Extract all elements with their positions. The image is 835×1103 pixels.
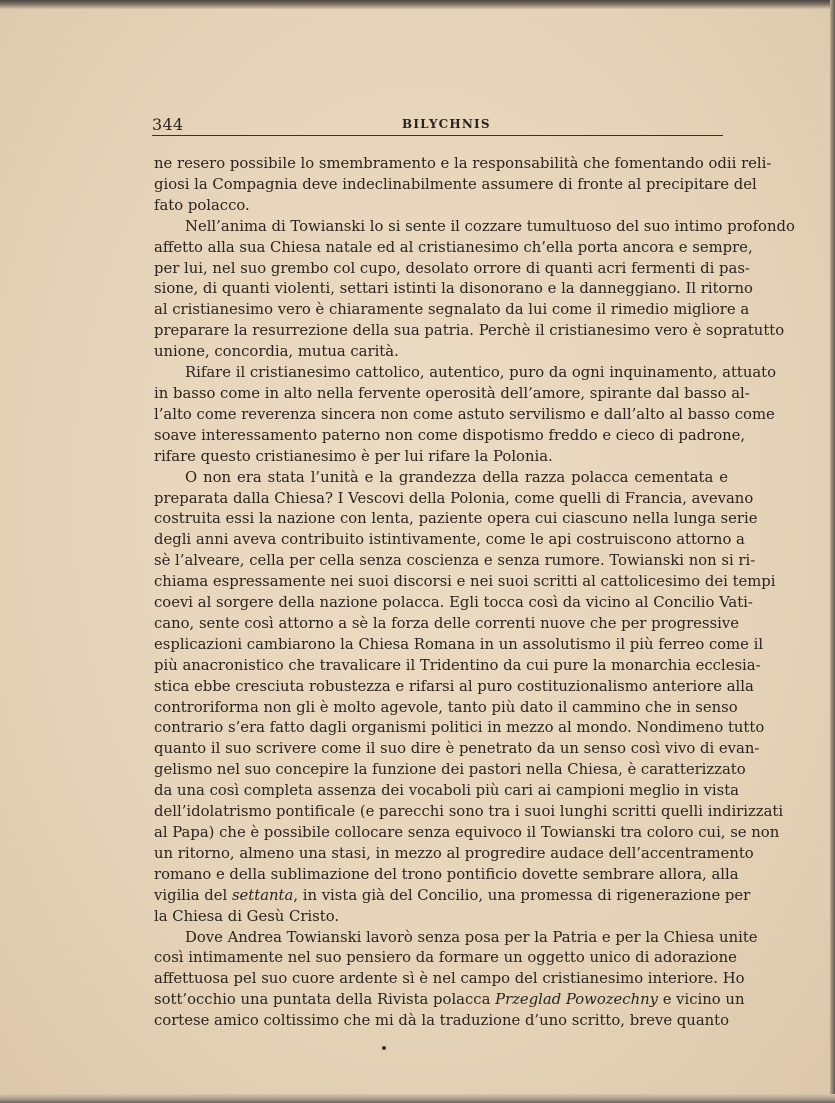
text-line-with-italic xyxy=(154,886,751,907)
text-line: ne resero possibile lo smembramento e la responsabilità che fomentando odii reli- xyxy=(154,155,772,172)
text-line: unione, concordia, mutua carità. xyxy=(154,343,399,361)
text-line: preparata dalla Chiesa? I Vescovi della Polonia, come quelli di Francia, avevano xyxy=(154,489,754,507)
header-rule xyxy=(152,135,723,136)
text-line: affetto alla sua Chiesa natale ed al cristianesimo ch’ella porta ancora e sempre, xyxy=(154,238,753,256)
running-head: BILYCHNIS xyxy=(402,117,491,131)
text-segment: sott’occhio una puntata della Rivista polacca xyxy=(154,991,496,1009)
text-segment: vigilia del xyxy=(154,886,232,904)
text-line: sè l’alveare, cella per cella senza coscienza e senza rumore. Towianski non si ri- xyxy=(154,552,756,570)
text-line: esplicazioni cambiarono la Chiesa Romana in un assolutismo il più ferreo come il xyxy=(154,635,764,653)
ink-speck xyxy=(382,1046,386,1050)
text-line: la Chiesa di Gesù Cristo. xyxy=(154,907,340,925)
text-line: costruita essi la nazione con lenta, paziente opera cui ciascuno nella lunga serie xyxy=(154,510,758,528)
text-line: in basso come in alto nella fervente operosità dell’amore, spirante dal basso al- xyxy=(154,384,750,402)
page-bottom-edge xyxy=(0,1094,835,1103)
text-line: preparare la resurrezione della sua patria. Perchè il cristianesimo vero è sopratutto xyxy=(154,322,785,340)
text-line: sione, di quanti violenti, settari istinti la disonorano e la danneggiano. Il ritorno xyxy=(154,280,753,298)
text-line: un ritorno, almeno una stasi, in mezzo al progredire audace dell’accentramento xyxy=(154,844,754,862)
italic-journal-title: Przeglad Powozechny xyxy=(495,991,658,1009)
italic-word: settanta xyxy=(231,886,294,904)
text-segment: , in vista già del Concilio, una promessa di rigenerazione per xyxy=(293,886,751,904)
paragraph-first-line: Dove Andrea Towianski lavorò senza posa per la Patria e per la Chiesa unite xyxy=(185,928,758,946)
text-line: fato polacco. xyxy=(154,196,250,214)
page-right-edge xyxy=(830,0,835,1103)
page-top-edge xyxy=(0,0,835,9)
text-line: affettuosa pel suo cuore ardente sì è nel campo del cristianesimo interiore. Ho xyxy=(154,970,745,988)
text-line: al cristianesimo vero è chiaramente segnalato da lui come il rimedio migliore a xyxy=(154,301,750,319)
text-line: cortese amico coltissimo che mi dà la traduzione d’uno scritto, breve quanto xyxy=(154,1012,730,1030)
paragraph-first-line: O non era stata l’unità e la grandezza della razza polacca cementata e xyxy=(185,468,728,486)
article-body xyxy=(154,154,795,1032)
paragraph-first-line: Nell’anima di Towianski lo si sente il cozzare tumultuoso del suo intimo profondo xyxy=(185,217,795,235)
text-line: rifare questo cristianesimo è per lui rifare la Polonia. xyxy=(154,447,553,465)
text-line: gelismo nel suo concepire la funzione dei pastori nella Chiesa, è caratterizzato xyxy=(154,761,746,779)
text-line-with-italic xyxy=(154,990,745,1011)
text-line: cano, sente così attorno a sè la forza delle correnti nuove che per progressive xyxy=(154,614,739,632)
text-line: degli anni aveva contribuito istintivamente, come le api costruiscono attorno a xyxy=(154,531,745,549)
text-line: giosi la Compagnia deve indeclinabilmente assumere di fronte al precipitare del xyxy=(154,175,757,193)
text-line: più anacronistico che travalicare il Tridentino da cui pure la monarchia ecclesia- xyxy=(154,656,761,674)
paragraph-first-line: Rifare il cristianesimo cattolico, autentico, puro da ogni inquinamento, attuato xyxy=(185,364,777,382)
page-number: 344 xyxy=(152,115,184,134)
text-line: chiama espressamente nei suoi discorsi e nei suoi scritti al cattolicesimo dei tempi xyxy=(154,573,776,591)
text-line: l’alto come reverenza sincera non come astuto servilismo e dall’alto al basso come xyxy=(154,405,775,423)
text-line: per lui, nel suo grembo col cupo, desolato orrore di quanti acri fermenti di pas- xyxy=(154,259,750,277)
text-line: così intimamente nel suo pensiero da formare un oggetto unico di adorazione xyxy=(154,949,737,967)
text-line: al Papa) che è possibile collocare senza equivoco il Towianski tra coloro cui, se non xyxy=(154,824,780,841)
text-line: stica ebbe cresciuta robustezza e rifarsi al puro costituzionalismo anteriore alla xyxy=(154,677,754,695)
text-line: contrario s’era fatto dagli organismi politici in mezzo al mondo. Nondimeno tutto xyxy=(154,719,765,737)
text-line: da una così completa assenza dei vocaboli più cari ai campioni meglio in vista xyxy=(154,782,739,800)
text-line: controriforma non gli è molto agevole, tanto più dato il cammino che in senso xyxy=(154,698,738,716)
text-segment: e vicino un xyxy=(658,991,745,1009)
text-line: quanto il suo scrivere come il suo dire è penetrato da un senso così vivo di evan- xyxy=(154,740,760,758)
text-line: coevi al sorgere della nazione polacca. Egli tocca così da vicino al Concilio Vati- xyxy=(154,594,753,612)
page-header xyxy=(152,115,723,137)
text-line: soave interessamento paterno non come dispotismo freddo e cieco di padrone, xyxy=(154,426,746,444)
text-line: dell’idolatrismo pontificale (e parecchi sono tra i suoi lunghi scritti quelli indirizzati xyxy=(154,803,784,821)
text-line: romano e della sublimazione del trono pontificio dovette sembrare allora, alla xyxy=(154,865,739,883)
